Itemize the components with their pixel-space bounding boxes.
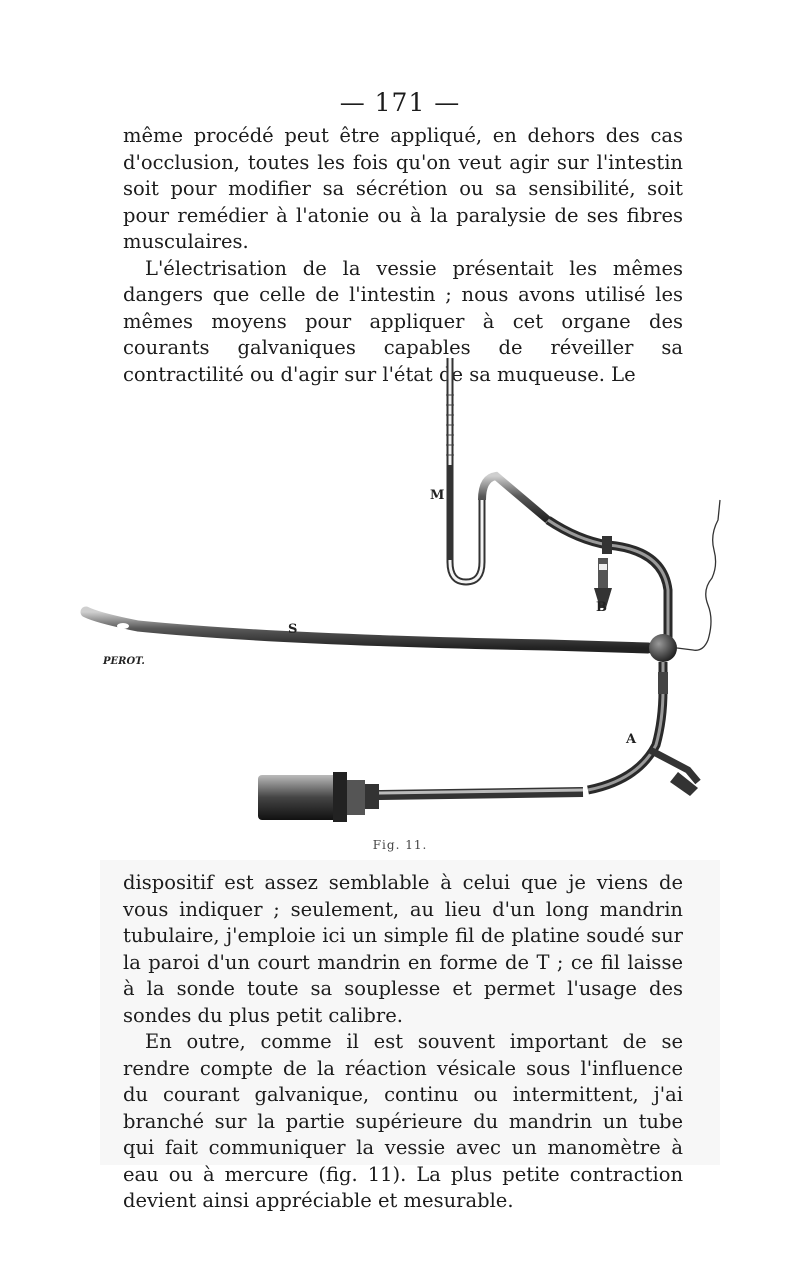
label-m: M — [430, 488, 445, 503]
label-a: A — [626, 732, 637, 747]
engraver-signature: PEROT. — [103, 656, 145, 667]
page-number: — 171 — — [339, 88, 461, 117]
catheter-s — [86, 612, 648, 648]
connector-cylinder — [258, 772, 379, 822]
label-s: S — [288, 622, 298, 637]
connecting-tube-lower — [588, 662, 698, 796]
paragraph-bladder-electrisation: L'électrisation de la vessie présentait les mêmes dangers que celle de l'intestin ; nous avons utilisé les mêmes moyens pour appliquer à cet organe des courants galvaniques capables de réveiller sa contractilité ou d'agir sur l'état de sa muqueuse. Le — [123, 256, 683, 386]
text-block-top — [123, 123, 683, 388]
manometer-tube — [446, 358, 548, 582]
platinum-wire — [677, 500, 720, 650]
junction-ball — [649, 634, 677, 662]
figure-caption: Fig. 11. — [372, 838, 428, 852]
text-block-bottom — [123, 870, 683, 1215]
figure-11-apparatus — [78, 350, 738, 840]
apparatus-illustration — [78, 350, 738, 840]
paragraph-continuation: même procédé peut être appliqué, en dehors des cas d'occlusion, toutes les fois qu'on veut agir sur l'intestin soit pour modifier sa sécrétion ou sa sensibilité, soit pour remédier à l'atonie ou à la paralysie de ses fibres musculaires. — [123, 124, 683, 253]
paragraph-manometer: En outre, comme il est souvent important de se rendre compte de la réaction vésicale sous l'influence du courant galvanique, continu ou intermittent, j'ai branché sur la partie supérieure du mandrin un tube qui fait communiquer la vessie avec un manomètre à eau ou à mercure (fig. 11). La plus petite contraction devient ainsi appréciable et mesurable. — [123, 1030, 683, 1212]
label-b: B — [596, 600, 607, 615]
paragraph-dispositif: dispositif est assez semblable à celui que je viens de vous indiquer ; seulement, au lieu d'un long mandrin tubulaire, j'emploie ici un simple fil de platine soudé sur la paroi d'un court mandrin en forme de T ; ce fil laisse à la sonde toute sa souplesse et permet l'usage des sondes du plus petit calibre. — [123, 871, 683, 1027]
